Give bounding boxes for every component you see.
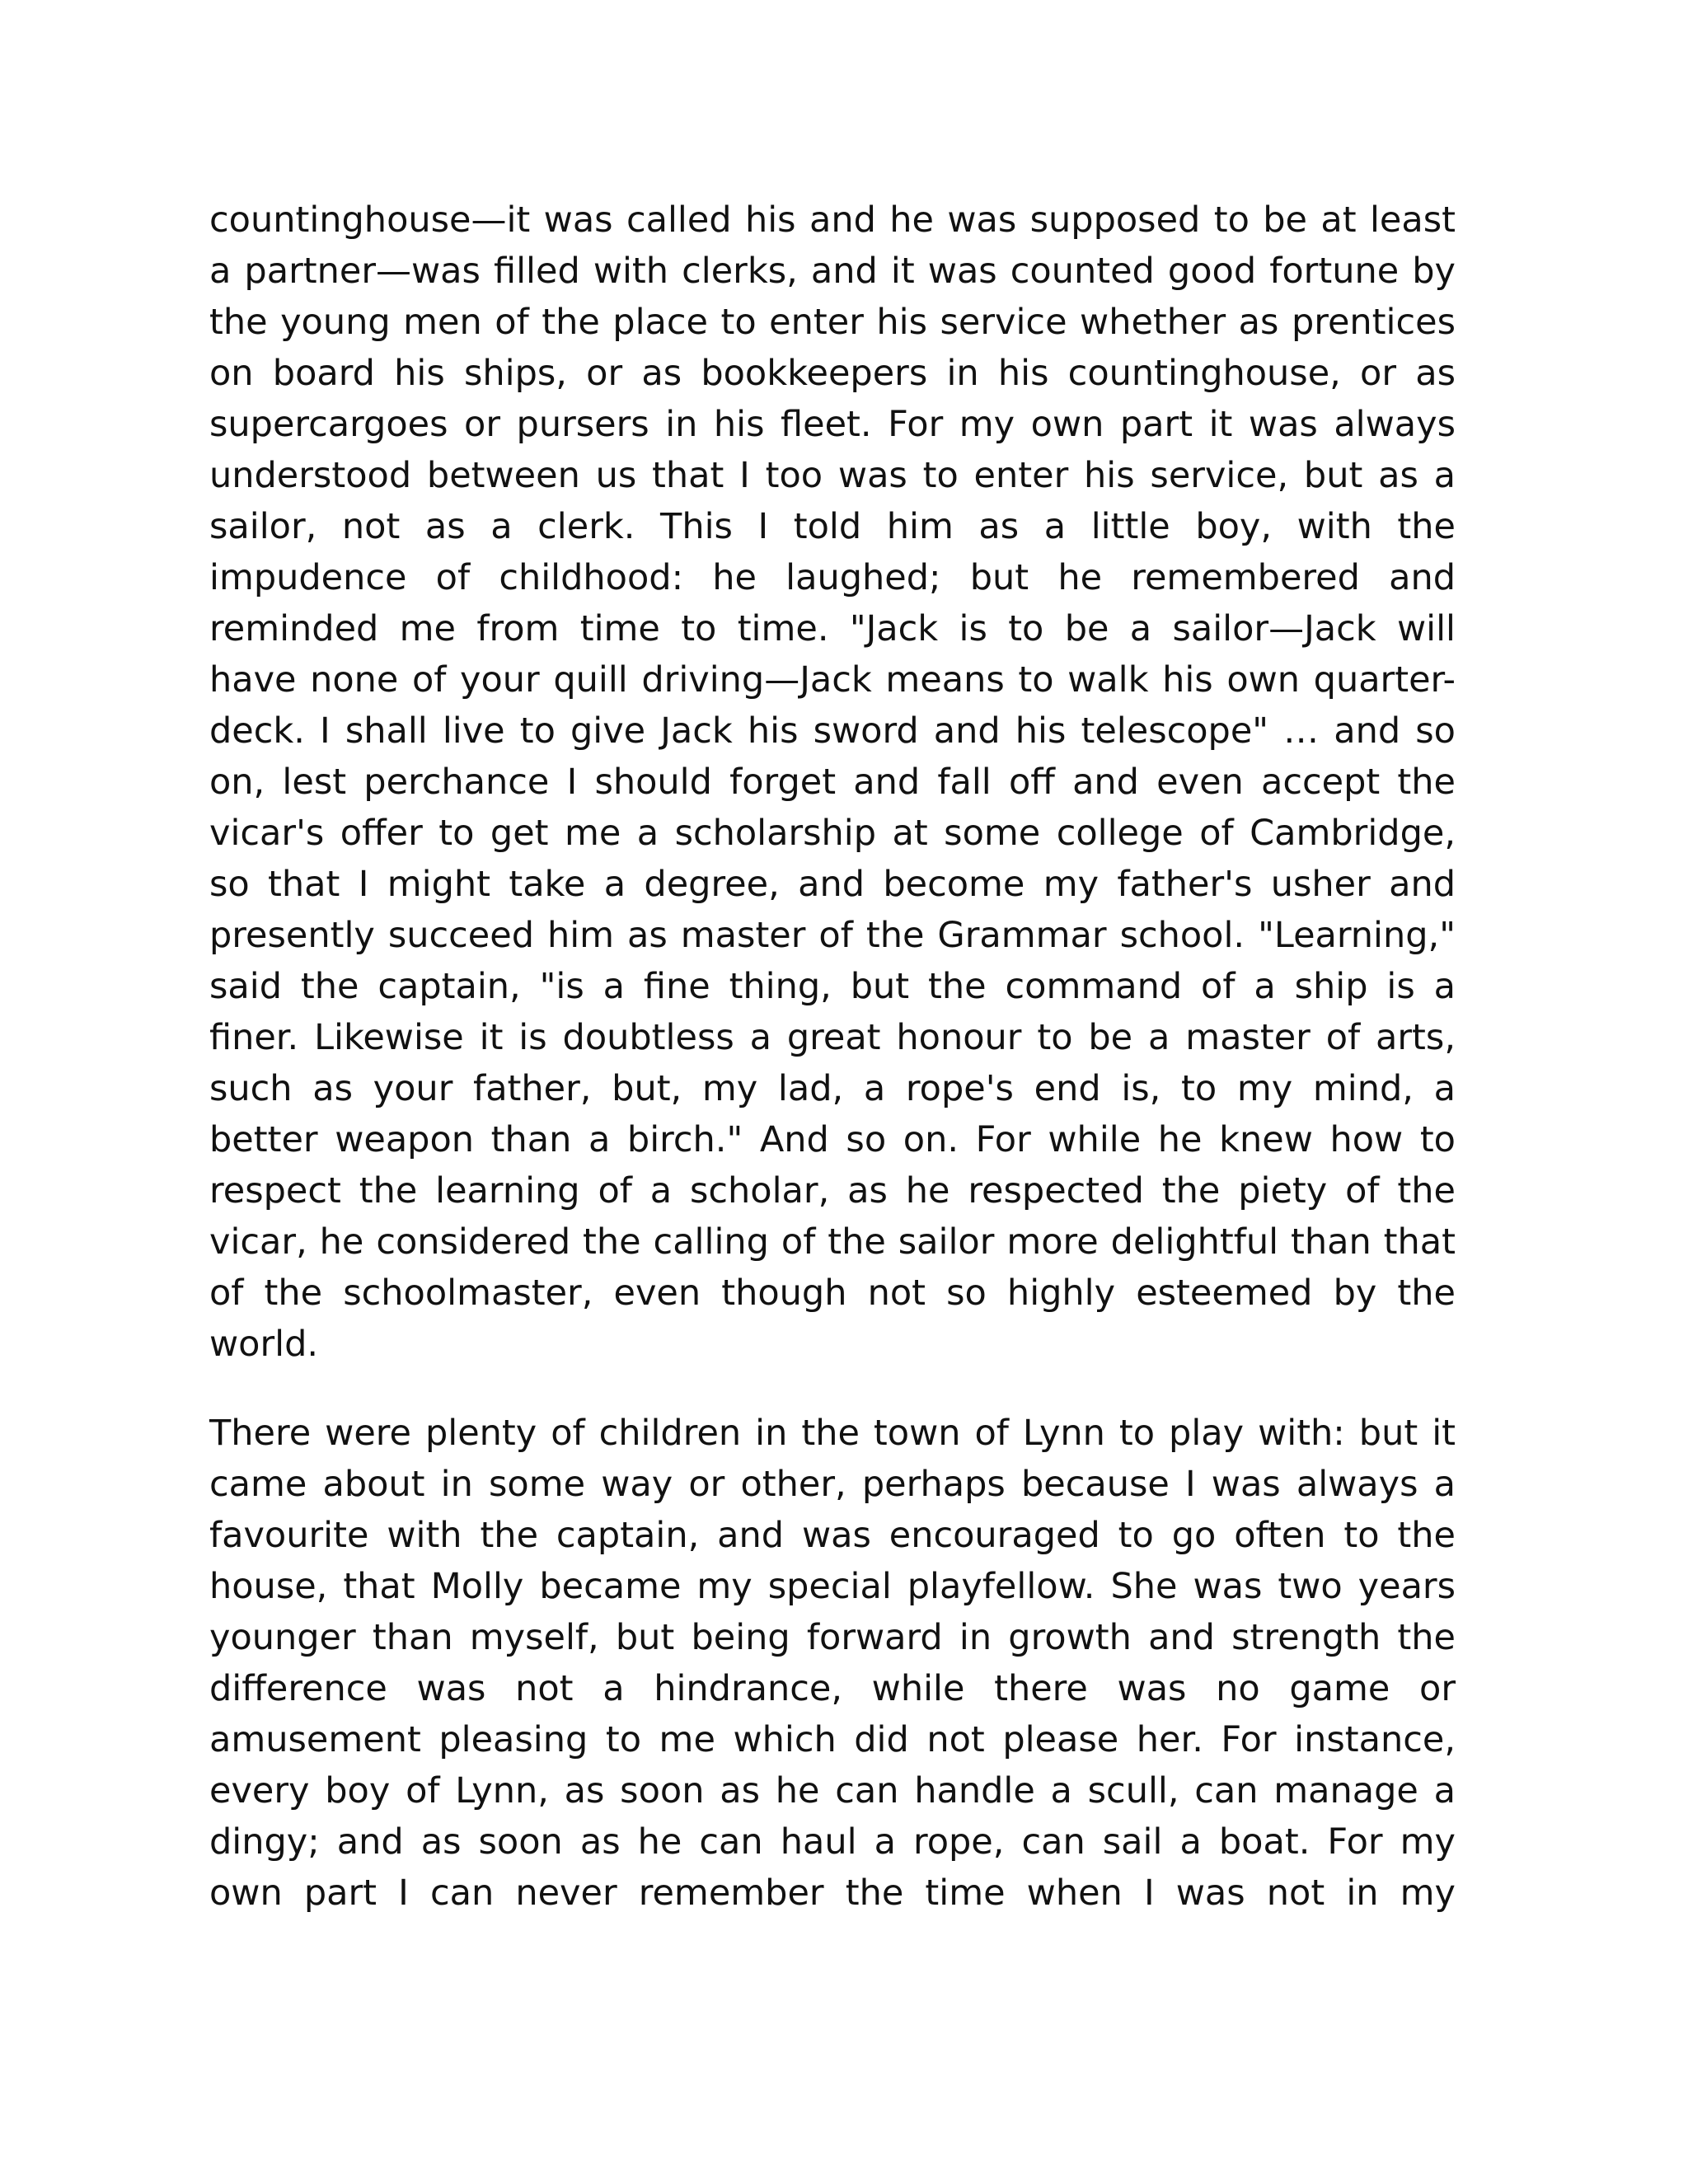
text-line: the young men of the place to enter his service whether as prentices [209, 302, 1456, 343]
text-line: difference was not a hindrance, while there was no game or [209, 1668, 1456, 1709]
text-line: a partner—was filled with clerks, and it was counted good fortune by [209, 251, 1456, 292]
text-line: impudence of childhood: he laughed; but he remembered and [209, 557, 1456, 598]
text-line: said the captain, "is a fine thing, but the command of a ship is a [209, 966, 1456, 1007]
text-line: understood between us that I too was to enter his service, but as a [209, 455, 1456, 496]
document-page [209, 194, 1456, 1919]
text-line: amusement pleasing to me which did not please her. For instance, [209, 1719, 1456, 1760]
text-line: own part I can never remember the time when I was not in my [209, 1872, 1456, 1914]
text-line: on board his ships, or as bookkeepers in his countinghouse, or as [209, 353, 1456, 394]
text-line: house, that Molly became my special playfellow. She was two years [209, 1566, 1456, 1607]
text-line: respect the learning of a scholar, as he respected the piety of the [209, 1170, 1456, 1212]
text-line: sailor, not as a clerk. This I told him as a little boy, with the [209, 506, 1456, 547]
text-line: vicar's offer to get me a scholarship at some college of Cambridge, [209, 813, 1456, 854]
paragraph-1 [209, 194, 1456, 1370]
text-line: on, lest perchance I should forget and fall off and even accept the [209, 762, 1456, 803]
text-line: have none of your quill driving—Jack means to walk his own quarter- [209, 659, 1456, 701]
paragraph-2 [209, 1408, 1456, 1919]
text-line: dingy; and as soon as he can haul a rope, can sail a boat. For my [209, 1821, 1456, 1863]
text-line: of the schoolmaster, even though not so highly esteemed by the [209, 1272, 1456, 1314]
text-line: every boy of Lynn, as soon as he can handle a scull, can manage a [209, 1770, 1456, 1811]
text-line: vicar, he considered the calling of the sailor more delightful than that [209, 1221, 1456, 1263]
text-line: younger than myself, but being forward in growth and strength the [209, 1617, 1456, 1658]
text-line: presently succeed him as master of the Grammar school. "Learning," [209, 915, 1456, 956]
text-line: deck. I shall live to give Jack his sword and his telescope" … and so [209, 710, 1456, 752]
text-line: reminded me from time to time. "Jack is to be a sailor—Jack will [209, 608, 1456, 649]
text-line: supercargoes or pursers in his fleet. For my own part it was always [209, 404, 1456, 445]
text-line: such as your father, but, my lad, a rope's end is, to my mind, a [209, 1068, 1456, 1109]
text-line: better weapon than a birch." And so on. For while he knew how to [209, 1119, 1456, 1160]
text-line: finer. Likewise it is doubtless a great honour to be a master of arts, [209, 1017, 1456, 1058]
text-line: favourite with the captain, and was encouraged to go often to the [209, 1515, 1456, 1556]
text-line: world. [209, 1324, 319, 1365]
text-line: so that I might take a degree, and become my father's usher and [209, 864, 1456, 905]
text-line: came about in some way or other, perhaps because I was always a [209, 1464, 1456, 1505]
text-line: There were plenty of children in the town of Lynn to play with: but it [209, 1413, 1456, 1454]
text-line: countinghouse—it was called his and he was supposed to be at least [209, 199, 1456, 241]
